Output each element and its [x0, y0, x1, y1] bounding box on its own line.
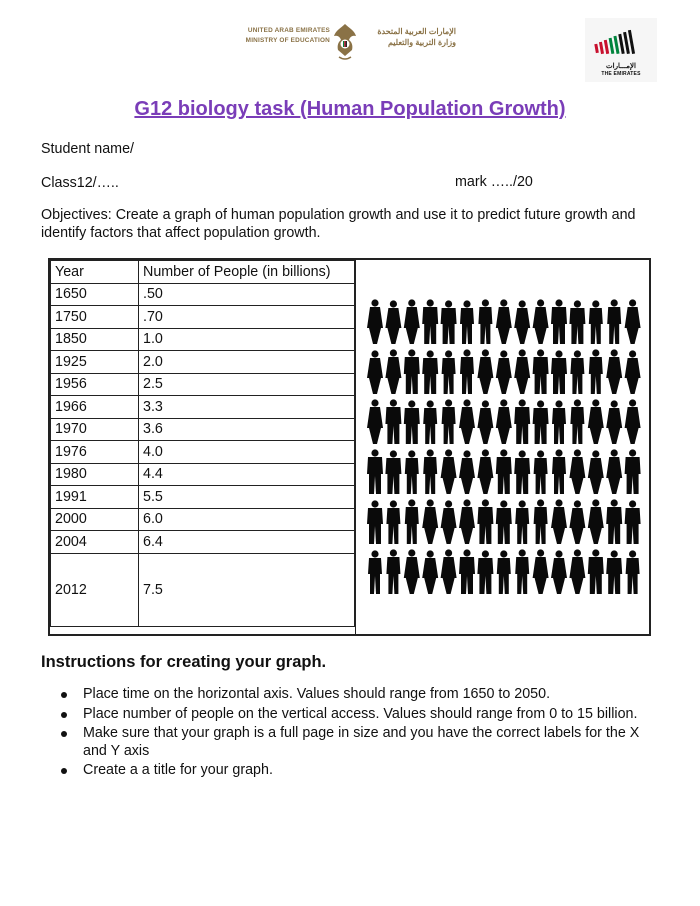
- people-cell: .50: [139, 283, 355, 306]
- table-row: [51, 486, 355, 509]
- crowd-silhouettes-icon: [366, 298, 642, 594]
- people-cell: 1.0: [139, 328, 355, 351]
- year-cell: 2012: [51, 553, 139, 626]
- year-cell: 1750: [51, 306, 139, 329]
- table-row: [51, 418, 355, 441]
- table-row: [51, 396, 355, 419]
- people-cell: 6.4: [139, 531, 355, 554]
- table-row: [51, 531, 355, 554]
- table-header-row: [51, 261, 355, 284]
- year-cell: 1970: [51, 418, 139, 441]
- people-cell: 2.5: [139, 373, 355, 396]
- instruction-text: Place time on the horizontal axis. Values should range from 1650 to 2050.: [83, 686, 551, 702]
- uae-emblem-icon: [332, 22, 358, 62]
- objectives-text: Objectives: Create a graph of human population growth and use it to predict future growth and identify factors that affect population growth.: [41, 207, 636, 241]
- table-row: [51, 441, 355, 464]
- people-cell: 7.5: [139, 553, 355, 626]
- bullet-icon: [61, 692, 67, 698]
- ministry-english-name: UNITED ARAB EMIRATES MINISTRY OF EDUCATION: [245, 27, 330, 44]
- people-cell: 4.4: [139, 463, 355, 486]
- instruction-text: Make sure that your graph is a full page in size and you have the correct labels for the X and Y axis: [83, 725, 640, 759]
- instructions-list: [41, 686, 651, 782]
- table-row: [51, 306, 355, 329]
- people-cell: .70: [139, 306, 355, 329]
- table-row: [51, 508, 355, 531]
- population-table: [50, 260, 355, 627]
- population-table-box: [48, 258, 651, 636]
- year-cell: 1966: [51, 396, 139, 419]
- year-header: Year: [51, 261, 139, 284]
- instruction-text: Create a a title for your graph.: [83, 762, 273, 778]
- table-row: [51, 463, 355, 486]
- year-cell: 1925: [51, 351, 139, 374]
- ministry-logo: [238, 22, 456, 62]
- mark-label: mark …../20: [455, 174, 533, 190]
- page-title: G12 biology task (Human Population Growth): [134, 98, 566, 120]
- emirates-english-label: THE EMIRATES: [601, 71, 641, 77]
- instruction-item: [41, 725, 651, 760]
- bullet-icon: [61, 712, 67, 718]
- year-cell: 1991: [51, 486, 139, 509]
- year-cell: 1980: [51, 463, 139, 486]
- bullet-icon: [61, 731, 67, 737]
- table-row: [51, 373, 355, 396]
- people-image-panel: [355, 260, 650, 634]
- people-cell: 3.6: [139, 418, 355, 441]
- year-cell: 2000: [51, 508, 139, 531]
- class-label: Class12/…..: [41, 175, 119, 191]
- the-emirates-logo: [585, 18, 657, 82]
- student-name-label: Student name/: [41, 141, 134, 157]
- emirates-arabic-label: الإمـــارات: [606, 63, 636, 70]
- year-cell: 1956: [51, 373, 139, 396]
- ministry-arabic-name: الإمارات العربية المتحدة وزارة التربية والتعليم: [377, 27, 456, 47]
- table-row: [51, 283, 355, 306]
- year-cell: 1976: [51, 441, 139, 464]
- people-header: Number of People (in billions): [139, 261, 355, 284]
- year-cell: 1650: [51, 283, 139, 306]
- people-cell: 4.0: [139, 441, 355, 464]
- emirates-bars-icon: [585, 24, 657, 64]
- year-cell: 1850: [51, 328, 139, 351]
- table-row: [51, 553, 355, 626]
- table-row: [51, 328, 355, 351]
- instruction-item: [41, 686, 651, 704]
- table-row: [51, 351, 355, 374]
- people-cell: 2.0: [139, 351, 355, 374]
- instruction-text: Place number of people on the vertical access. Values should range from 0 to 15 billion.: [83, 705, 638, 722]
- bullet-icon: [61, 768, 67, 774]
- instruction-item: [41, 762, 651, 780]
- instruction-item: [41, 706, 651, 724]
- instructions-title: Instructions for creating your graph.: [41, 653, 327, 671]
- people-cell: 6.0: [139, 508, 355, 531]
- year-cell: 2004: [51, 531, 139, 554]
- people-cell: 3.3: [139, 396, 355, 419]
- people-cell: 5.5: [139, 486, 355, 509]
